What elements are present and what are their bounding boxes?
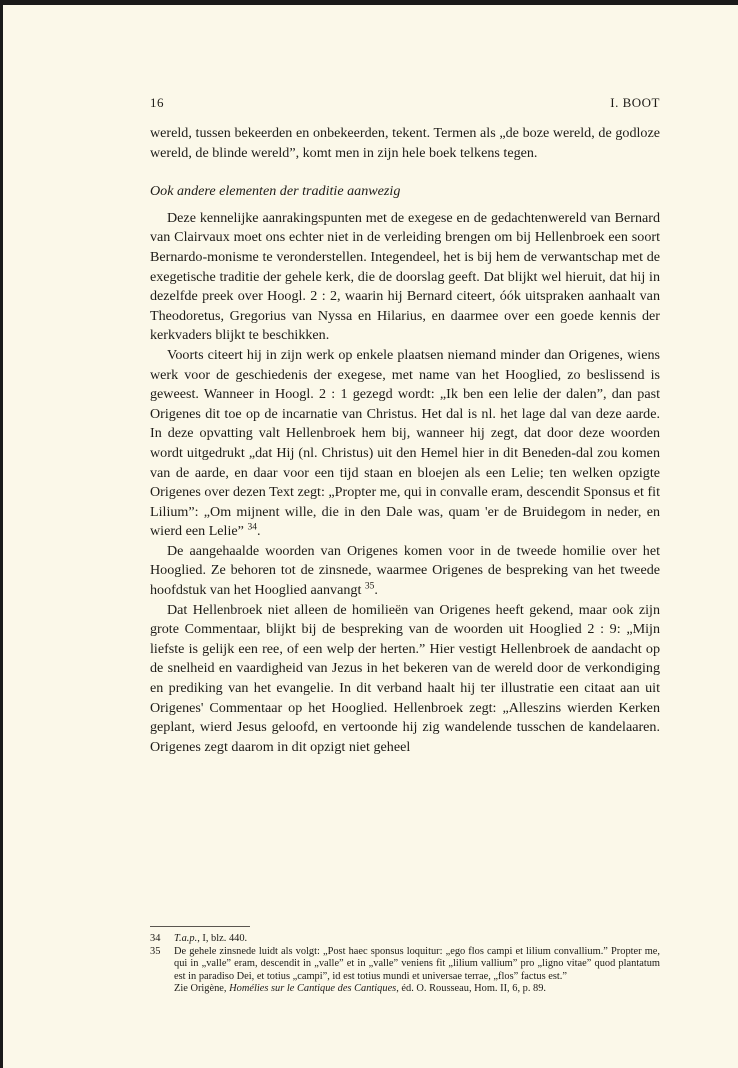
footnote-edition: , éd. O. Rousseau, Hom. II, 6, p. 89. bbox=[396, 983, 547, 994]
page-header bbox=[150, 95, 660, 113]
section-heading: Ook andere elementen der traditie aanwezig bbox=[150, 183, 401, 200]
footnote-34 bbox=[150, 933, 660, 946]
paragraph-text: De aangehaalde woorden van Origenes komen voor in de tweede homilie over het Hooglied. Ze behoren tot de zinsnede, waarmee Origenes de bespreking van het tweede hoofdstuk van het Hooglied aanvangt bbox=[150, 542, 660, 599]
footnote-number: 35 bbox=[150, 945, 161, 957]
footnote-see: Zie Origène, bbox=[174, 983, 227, 994]
paragraph-continuation: wereld, tussen bekeerden en onbekeerden, tekent. Termen als „de boze wereld, de godloze wereld, de blinde wereld”, komt men in zijn hele boek telkens tegen. bbox=[150, 125, 660, 161]
footnote-text: , I, blz. 440. bbox=[197, 933, 248, 944]
page-number: 16 bbox=[150, 95, 164, 110]
footnote-reference: T.a.p. bbox=[174, 933, 198, 944]
footnote-book-title: Homélies sur le Cantique des Cantiques bbox=[229, 983, 397, 994]
footnote-ref-34: 34 bbox=[247, 522, 257, 533]
footnotes bbox=[150, 933, 660, 996]
scan-border-top bbox=[0, 0, 738, 5]
paragraph: De aangehaalde woorden van Origenes komen voor in de tweede homilie over het Hooglied. Ze behoren tot de zinsnede, waarmee Origenes de bespreking van het tweede hoofdstuk van het Hooglied aanvangt $^{35}$. bbox=[150, 542, 660, 599]
paragraph: Voorts citeert hij in zijn werk op enkele plaatsen niemand minder dan Origenes, wiens werk voor de geschiedenis der exegese, met name van het Hooglied, zo beslissend is geweest. Wanneer in Hoogl. 2 : 1 gezegd wordt: „Ik ben een lelie der dalen”, dan past Origenes dit toe op de incarnatie van Christus. Het dal is nl. het lage dal van deze aarde. In deze opvatting valt Hellenbroek hem bij, wanneer hij zegt, dat door deze woorden wordt uitgedrukt „dat Hij (nl. Christus) uit den Hemel hier in dit Beneden-dal zou komen van de aarde, en daar voor een tijd staan en bloejen als een Lelie; ten welken opzigte Origenes over dezen Text zegt: „Propter me, qui in convalle eram, descendit Sponsus et fit Lilium”: „Om mijnent wille, die in den Dale was, quam 'er de Bruidegom in neder, en wierd een Lelie” $^{34}$. bbox=[150, 346, 660, 540]
running-head: I. BOOT bbox=[610, 95, 660, 110]
main-text bbox=[150, 124, 660, 757]
paragraph-text: Voorts citeert hij in zijn werk op enkele plaatsen niemand minder dan Origenes, wiens werk voor de geschiedenis der exegese, met name van het Hooglied, zo beslissend is geweest. Wanneer in Hoogl. 2 : 1 gezegd wordt: „Ik ben een lelie der dalen”, dan past Origenes dit toe op de incarnatie van Christus. Het dal is nl. het lage dal van deze aarde. In deze opvatting valt Hellenbroek hem bij, wanneer hij zegt, dat door deze woorden wordt uitgedrukt „dat Hij (nl. Christus) uit den Hemel hier in dit Beneden-dal zou komen van de aarde, en daar voor een tijd staan en bloejen als een Lelie; ten welken opzigte Origenes over dezen Text zegt: „Propter me, qui in convalle eram, descendit Sponsus et fit Lilium”: „Om mijnent wille, die in den Dale was, quam 'er de Bruidegom in neder, en wierd een Lelie” bbox=[150, 346, 660, 540]
footnote-35 bbox=[150, 946, 660, 996]
scan-border-left bbox=[0, 0, 3, 1068]
footnote-text: De gehele zinsnede luidt als volgt: „Post haec sponsus loquitur: „ego flos campi et lilium convallium.” Propter me, qui in „valle” eram, descendit in „valle” et in „valle” veniens fit „lilium vallium” pro „ligno vitae” quod plantatum est in paradiso Dei, et totius „campi”, id est totius mundi et universae terrae, „flos” factus est.” bbox=[174, 945, 660, 982]
footnote-separator bbox=[150, 926, 250, 927]
footnote-ref-35: 35 bbox=[364, 581, 375, 592]
paragraph: Dat Hellenbroek niet alleen de homilieën van Origenes heeft gekend, maar ook zijn grote Commentaar, blijkt bij de bespreking van de woorden uit Hooglied 2 : 9: „Mijn liefste is gelijk een ree, of een welp der herten.” Hier vestigt Hellenbroek de aandacht op de snelheid en vaardigheid van Jezus in het bekeren van de wereld door de verkondiging en prediking van het evangelie. In dit verband haalt hij ter illustratie een citaat aan uit Origenes' Commentaar op het Hooglied. Hellenbroek zegt: „Alleszins wierden Kerken geplant, wierd Jesus geloofd, en vertoonde hij zig wandelende tusschen de kandelaaren. Origenes zegt daarom in dit opzigt niet geheel bbox=[150, 601, 660, 755]
footnote-number: 34 bbox=[150, 933, 161, 944]
paragraph: Deze kennelijke aanrakingspunten met de exegese en de gedachtenwereld van Bernard van Clairvaux moet ons echter niet in de verleiding brengen om bij Hellenbroek een soort Bernardo-monisme te veronderstellen. Integendeel, het is bij hem de verwantschap met de exegetische traditie der gehele kerk, die de doorslag geeft. Dat blijkt wel hieruit, dat hij in dezelfde preek over Hoogl. 2 : 2, waarin hij Bernard citeert, óók uitspraken aanhaalt van Theodoretus, Gregorius van Nyssa en Hilarius, en daarmee over een goede kennis der kerkvaders blijkt te beschikken. bbox=[150, 209, 660, 344]
